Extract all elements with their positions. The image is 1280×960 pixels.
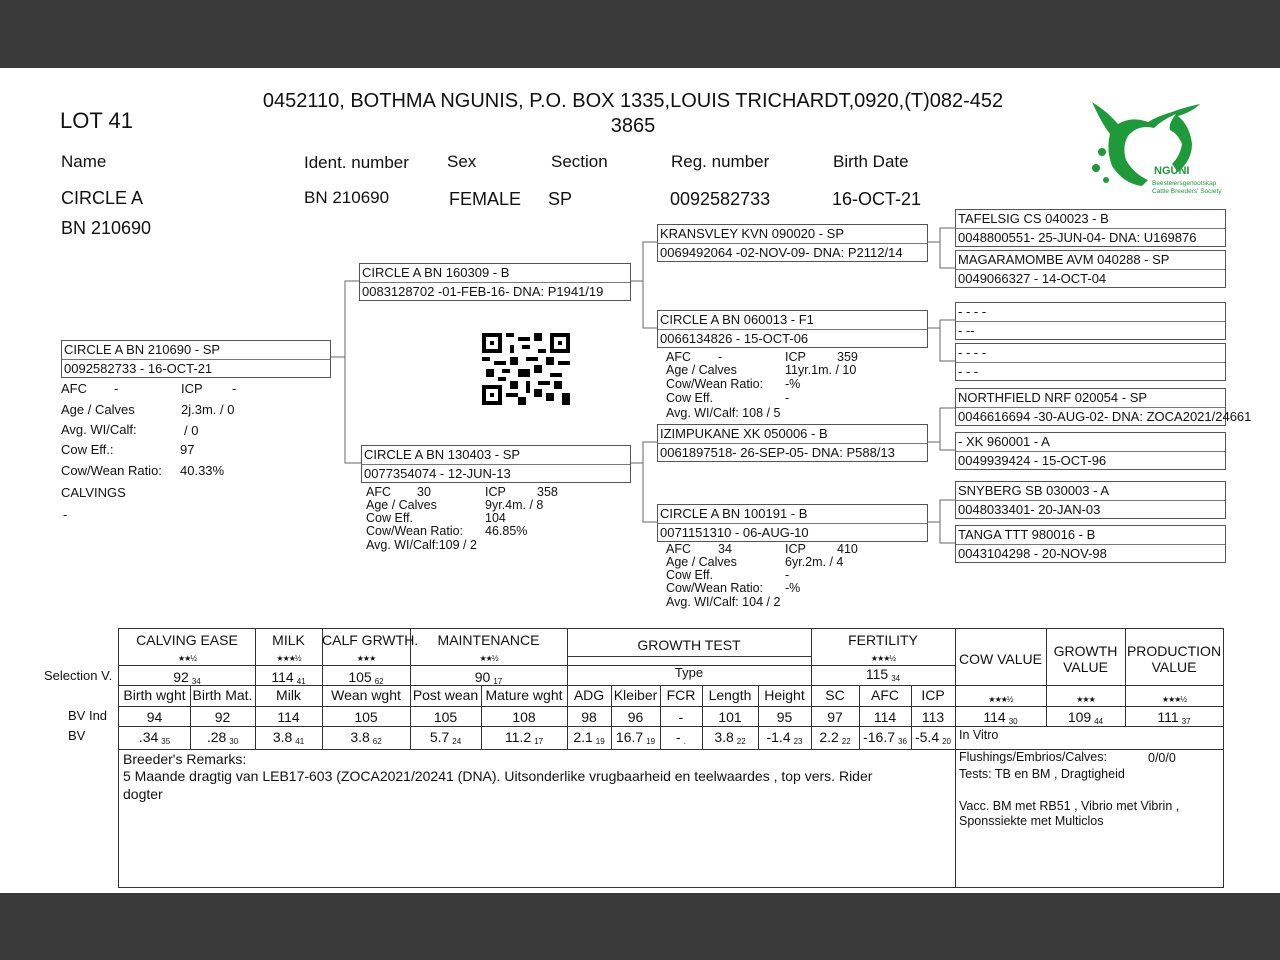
calf-growth-stars: ★★★ xyxy=(356,654,376,663)
breeder-line-1: 0452110, BOTHMA NGUNIS, P.O. BOX 1335,LOUIS TRICHARDT,0920,(T)082-452 xyxy=(262,90,1004,112)
subject-calvings-label: CALVINGS xyxy=(61,485,126,500)
remarks-line-1: 5 Maande dragtig van LEB17-603 (ZOCA2021/20241 (DNA). Uitsonderlike vrugbaarheid en teelwaardes , top vers. Rider xyxy=(123,768,873,784)
dam-icp-label: ICP xyxy=(485,485,506,499)
bv-cell: .28 $_{30}$ xyxy=(206,729,239,746)
dam-cw-value: 46.85% xyxy=(485,524,528,538)
flushings-label: Flushings/Embrios/Calves: xyxy=(959,750,1107,764)
col-post-wean: Post wean xyxy=(412,687,479,703)
header-calving-ease: CALVING EASE ★★½ xyxy=(136,632,238,663)
sire-dam-name: CIRCLE A BN 060013 - F1 xyxy=(660,312,814,327)
dam-sire-box xyxy=(657,424,928,462)
col-birth-mat: Birth Mat. xyxy=(192,687,253,703)
bv-ind-cell: 101 xyxy=(718,709,742,725)
animal-reg: 0092582733 xyxy=(670,189,771,209)
col-kleiber: Kleiber xyxy=(613,687,658,703)
production-value-stars: ★★★½ xyxy=(1161,695,1187,704)
label-ident: Ident. number xyxy=(304,153,409,172)
row-label-bv: BV xyxy=(68,728,86,743)
subject-box xyxy=(61,340,331,378)
col-length: Length xyxy=(708,687,752,703)
ggp-box xyxy=(955,525,1226,563)
flushings-value: 0/0/0 xyxy=(1148,751,1176,765)
dam-dam-afc-label: AFC xyxy=(666,542,691,556)
cow-value: 114 $_{30}$ xyxy=(983,709,1018,726)
bv-cell: 3.8 $_{22}$ xyxy=(714,729,746,746)
ggp-name: TAFELSIG CS 040023 - B xyxy=(958,211,1109,226)
maintenance-stars: ★★½ xyxy=(479,654,498,663)
sire-dam-ce-label: Cow Eff. xyxy=(666,391,714,405)
label-name: Name xyxy=(61,152,107,171)
animal-name: CIRCLE A xyxy=(61,188,144,208)
animal-ident-2: BN 210690 xyxy=(61,218,152,238)
ggp-reg: 0048800551- 25-JUN-04- DNA: U169876 xyxy=(958,230,1197,245)
col-fcr: FCR xyxy=(666,687,696,703)
type-label: Type xyxy=(674,665,704,680)
bv-cell: 11.2 $_{17}$ xyxy=(504,729,544,746)
bv-ind-cell: 113 xyxy=(921,709,945,725)
header-maintenance: MAINTENANCE ★★½ xyxy=(437,632,540,663)
col-adg: ADG xyxy=(573,687,605,703)
sire-dam-age-value: 11yr.1m. / 10 xyxy=(785,363,857,377)
bv-ind-cell: 114 xyxy=(277,709,300,725)
animal-section: SP xyxy=(548,189,573,209)
sire-dam-reg: 0066134826 - 15-OCT-06 xyxy=(660,331,809,346)
bv-ind-cell: 95 xyxy=(776,709,793,725)
label-reg: Reg. number xyxy=(671,152,770,171)
col-sc: SC xyxy=(825,687,845,703)
remarks-label: Breeder's Remarks: xyxy=(123,751,247,767)
ggp-name: SNYBERG SB 030003 - A xyxy=(958,483,1110,498)
subject-wi-label: Avg. WI/Calf: xyxy=(61,422,137,437)
animal-sex: FEMALE xyxy=(449,189,522,209)
bv-cell: 2.1 $_{19}$ xyxy=(573,729,605,746)
dam-ce-label: Cow Eff. xyxy=(366,511,414,525)
selection-fertility: 115 $_{34}$ xyxy=(865,666,901,683)
bv-ind-cell: 108 xyxy=(512,709,536,725)
ggp-box xyxy=(955,481,1226,519)
ggp-reg: - - - xyxy=(958,364,979,379)
ggp-box xyxy=(955,250,1226,288)
bv-cell: 5.7 $_{24}$ xyxy=(429,729,462,746)
dam-dam-afc-value: 34 xyxy=(718,542,732,556)
dam-afc-label: AFC xyxy=(366,485,391,499)
dam-dam-wi: Avg. WI/Calf: 104 / 2 xyxy=(666,595,781,609)
dam-reg: 0077354074 - 12-JUN-13 xyxy=(364,466,511,481)
ggp-reg: 0046616694 -30-AUG-02- DNA: ZOCA2021/24661 xyxy=(958,409,1252,424)
logo-line-1: Beestelersgenootskap xyxy=(1152,180,1217,187)
breeder-line-2: 3865 xyxy=(610,115,656,137)
bv-cell: 3.8 $_{62}$ xyxy=(350,729,382,746)
production-value: 111 $_{37}$ xyxy=(1157,709,1191,726)
selection-calving-ease: 92 $_{34}$ xyxy=(173,669,201,686)
lot-number: LOT 41 xyxy=(60,108,133,133)
bv-cell: 2.2 $_{22}$ xyxy=(819,729,851,746)
bv-cell: 3.8 $_{41}$ xyxy=(272,729,305,746)
subject-wi-value: / 0 xyxy=(184,423,199,438)
remarks-line-2: dogter xyxy=(123,786,163,802)
sire-reg: 0083128702 -01-FEB-16- DNA: P1941/19 xyxy=(362,284,604,299)
header-milk: MILK ★★★½ xyxy=(272,632,305,663)
subject-icp-label: ICP xyxy=(181,381,203,396)
bv-cell: - $_.$ xyxy=(676,729,686,746)
selection-milk: 114 $_{41}$ xyxy=(271,669,306,686)
subject-ce-value: 97 xyxy=(180,442,195,457)
label-section: Section xyxy=(551,152,608,171)
dam-cw-label: Cow/Wean Ratio: xyxy=(366,524,464,538)
row-label-selection: Selection V. xyxy=(44,668,113,683)
subject-afc-label: AFC xyxy=(61,381,87,396)
bv-cell: 16.7 $_{19}$ xyxy=(615,729,656,746)
animal-ident: BN 210690 xyxy=(304,188,390,207)
ggp-box xyxy=(955,209,1226,247)
fertility-stars: ★★★½ xyxy=(870,654,896,663)
bv-ind-cell: 92 xyxy=(214,709,231,725)
dam-dam-age-label: Age / Calves xyxy=(666,555,737,569)
dam-icp-value: 358 xyxy=(537,485,558,499)
ggp-reg: 0049939424 - 15-OCT-96 xyxy=(958,453,1107,468)
ggp-reg: 0049066327 - 14-OCT-04 xyxy=(958,271,1107,286)
dam-afc-value: 30 xyxy=(417,485,431,499)
row-label-bv-ind: BV Ind xyxy=(68,708,108,723)
bv-cell: -5.4 $_{20}$ xyxy=(914,729,952,746)
bv-cell: -1.4 $_{23}$ xyxy=(766,729,803,746)
label-birth: Birth Date xyxy=(833,152,909,171)
header-cow-value: COW VALUE xyxy=(959,651,1042,667)
sire-sire-name: KRANSVLEY KVN 090020 - SP xyxy=(660,226,845,241)
dam-dam-reg: 0071151310 - 06-AUG-10 xyxy=(660,525,809,540)
ggp-box xyxy=(955,302,1226,340)
col-icp: ICP xyxy=(921,687,945,703)
col-height: Height xyxy=(764,687,805,703)
selection-calf-growth: 105 $_{62}$ xyxy=(348,669,384,686)
dam-dam-icp-value: 410 xyxy=(837,542,858,556)
sire-sire-box xyxy=(657,224,928,262)
bv-cell: -16.7 $_{36}$ xyxy=(863,729,907,746)
dam-dam-box xyxy=(657,504,928,542)
dam-name: CIRCLE A BN 130403 - SP xyxy=(364,447,521,462)
ggp-box xyxy=(955,388,1252,426)
sire-box xyxy=(359,263,631,301)
ggp-name: TANGA TTT 980016 - B xyxy=(958,527,1096,542)
dam-sire-reg: 0061897518- 26-SEP-05- DNA: P588/13 xyxy=(660,445,895,460)
logo-title: NGUNI xyxy=(1154,165,1190,177)
sire-name: CIRCLE A BN 160309 - B xyxy=(362,265,510,280)
ggp-name: - XK 960001 - A xyxy=(958,434,1050,449)
sire-dam-icp-label: ICP xyxy=(785,350,806,364)
dam-dam-cw-label: Cow/Wean Ratio: xyxy=(666,581,764,595)
subject-icp-value: - xyxy=(232,381,237,396)
dam-age-label: Age / Calves xyxy=(366,498,437,512)
dam-wi: Avg. WI/Calf:109 / 2 xyxy=(366,538,477,552)
bv-ind-cell: - xyxy=(678,709,684,725)
selection-maintenance: 90 $_{17}$ xyxy=(474,669,503,686)
ggp-reg: 0048033401- 20-JAN-03 xyxy=(958,502,1101,517)
cow-value-stars: ★★★½ xyxy=(988,695,1013,704)
ggp-box xyxy=(955,343,1226,381)
header-growth-value: GROWTH VALUE xyxy=(1053,643,1118,675)
animal-birth: 16-OCT-21 xyxy=(832,189,922,209)
bv-ind-cell: 105 xyxy=(433,709,458,725)
bv-ind-cell: 105 xyxy=(354,709,378,725)
ggp-reg: 0043104298 - 20-NOV-98 xyxy=(958,546,1107,561)
subject-afc-value: - xyxy=(114,381,119,396)
bv-ind-cell: 96 xyxy=(627,709,644,725)
dam-dam-icp-label: ICP xyxy=(785,542,806,556)
col-wean-wght: Wean wght xyxy=(331,687,401,703)
col-afc: AFC xyxy=(871,687,899,703)
subject-cw-value: 40.33% xyxy=(180,463,225,478)
dam-dam-name: CIRCLE A BN 100191 - B xyxy=(660,506,808,521)
ggp-name: - - - - xyxy=(958,304,987,319)
vaccination-note-2: Sponssiekte met Multiclos xyxy=(959,814,1104,828)
sire-dam-cw-value: -% xyxy=(785,377,801,391)
ggp-name: NORTHFIELD NRF 020054 - SP xyxy=(958,390,1148,405)
ggp-reg: - -- xyxy=(958,323,975,338)
milk-stars: ★★★½ xyxy=(276,654,301,663)
sire-dam-ce-value: - xyxy=(785,391,790,405)
ggp-name: MAGARAMOMBE AVM 040288 - SP xyxy=(958,252,1170,267)
qr-code-icon xyxy=(482,332,570,406)
dam-age-value: 9yr.4m. / 8 xyxy=(485,498,544,512)
subject-age-label: Age / Calves xyxy=(61,402,135,417)
in-vitro-label: In Vitro xyxy=(959,728,999,742)
sire-dam-afc-value: - xyxy=(718,350,723,364)
header-growth-test: GROWTH TEST xyxy=(637,637,741,653)
growth-value: 109 $_{44}$ xyxy=(1067,709,1104,726)
bv-ind-cell: 94 xyxy=(146,709,163,725)
growth-value-stars: ★★★ xyxy=(1076,695,1095,704)
header-production-value: PRODUCTION VALUE xyxy=(1126,643,1222,675)
sire-sire-reg: 0069492064 -02-NOV-09- DNA: P2112/14 xyxy=(660,245,903,260)
ggp-name: - - - - xyxy=(958,345,987,360)
sire-dam-wi: Avg. WI/Calf: 108 / 5 xyxy=(666,406,781,420)
subject-reg: 0092582733 - 16-OCT-21 xyxy=(64,361,213,376)
header-fertility: FERTILITY ★★★½ xyxy=(848,632,918,663)
dam-dam-age-value: 6yr.2m. / 4 xyxy=(785,555,844,569)
sire-dam-icp-value: 359 xyxy=(837,350,858,364)
ggp-box xyxy=(955,432,1226,470)
bv-ind-cell: 114 xyxy=(873,709,897,725)
dam-ce-value: 104 xyxy=(485,511,506,525)
dam-box xyxy=(361,445,631,483)
logo-line-2: Cattle Breeders' Society xyxy=(1152,188,1222,195)
subject-name: CIRCLE A BN 210690 - SP xyxy=(64,342,221,357)
col-birth-wght: Birth wght xyxy=(123,687,186,703)
header-calf-growth: CALF GRWTH. ★★★ xyxy=(322,632,419,663)
bv-cell: .34 $_{35}$ xyxy=(138,729,171,746)
vaccination-note-1: Vacc. BM met RB51 , Vibrio met Vibrin , xyxy=(959,799,1180,813)
sire-dam-cw-label: Cow/Wean Ratio: xyxy=(666,377,764,391)
dam-dam-ce-label: Cow Eff. xyxy=(666,568,714,582)
dam-dam-cw-value: -% xyxy=(785,581,801,595)
breeding-values-table xyxy=(118,628,1224,888)
bv-ind-cell: 97 xyxy=(827,709,843,725)
subject-cw-label: Cow/Wean Ratio: xyxy=(61,463,162,478)
dam-sire-name: IZIMPUKANE XK 050006 - B xyxy=(660,426,828,441)
sire-dam-box xyxy=(657,310,928,348)
label-sex: Sex xyxy=(447,152,477,171)
sire-dam-age-label: Age / Calves xyxy=(666,363,737,377)
calving-ease-stars: ★★½ xyxy=(177,654,196,663)
sire-dam-afc-label: AFC xyxy=(666,350,691,364)
dam-dam-ce-value: - xyxy=(785,568,790,582)
col-milk: Milk xyxy=(276,687,301,703)
bv-ind-cell: 98 xyxy=(581,709,597,725)
subject-calvings-value: - xyxy=(63,507,68,522)
subject-age-value: 2j.3m. / 0 xyxy=(181,402,235,417)
subject-ce-label: Cow Eff.: xyxy=(61,442,114,457)
tests-note: Tests: TB en BM , Dragtigheid xyxy=(959,767,1125,781)
col-mature-wght: Mature wght xyxy=(485,687,563,703)
